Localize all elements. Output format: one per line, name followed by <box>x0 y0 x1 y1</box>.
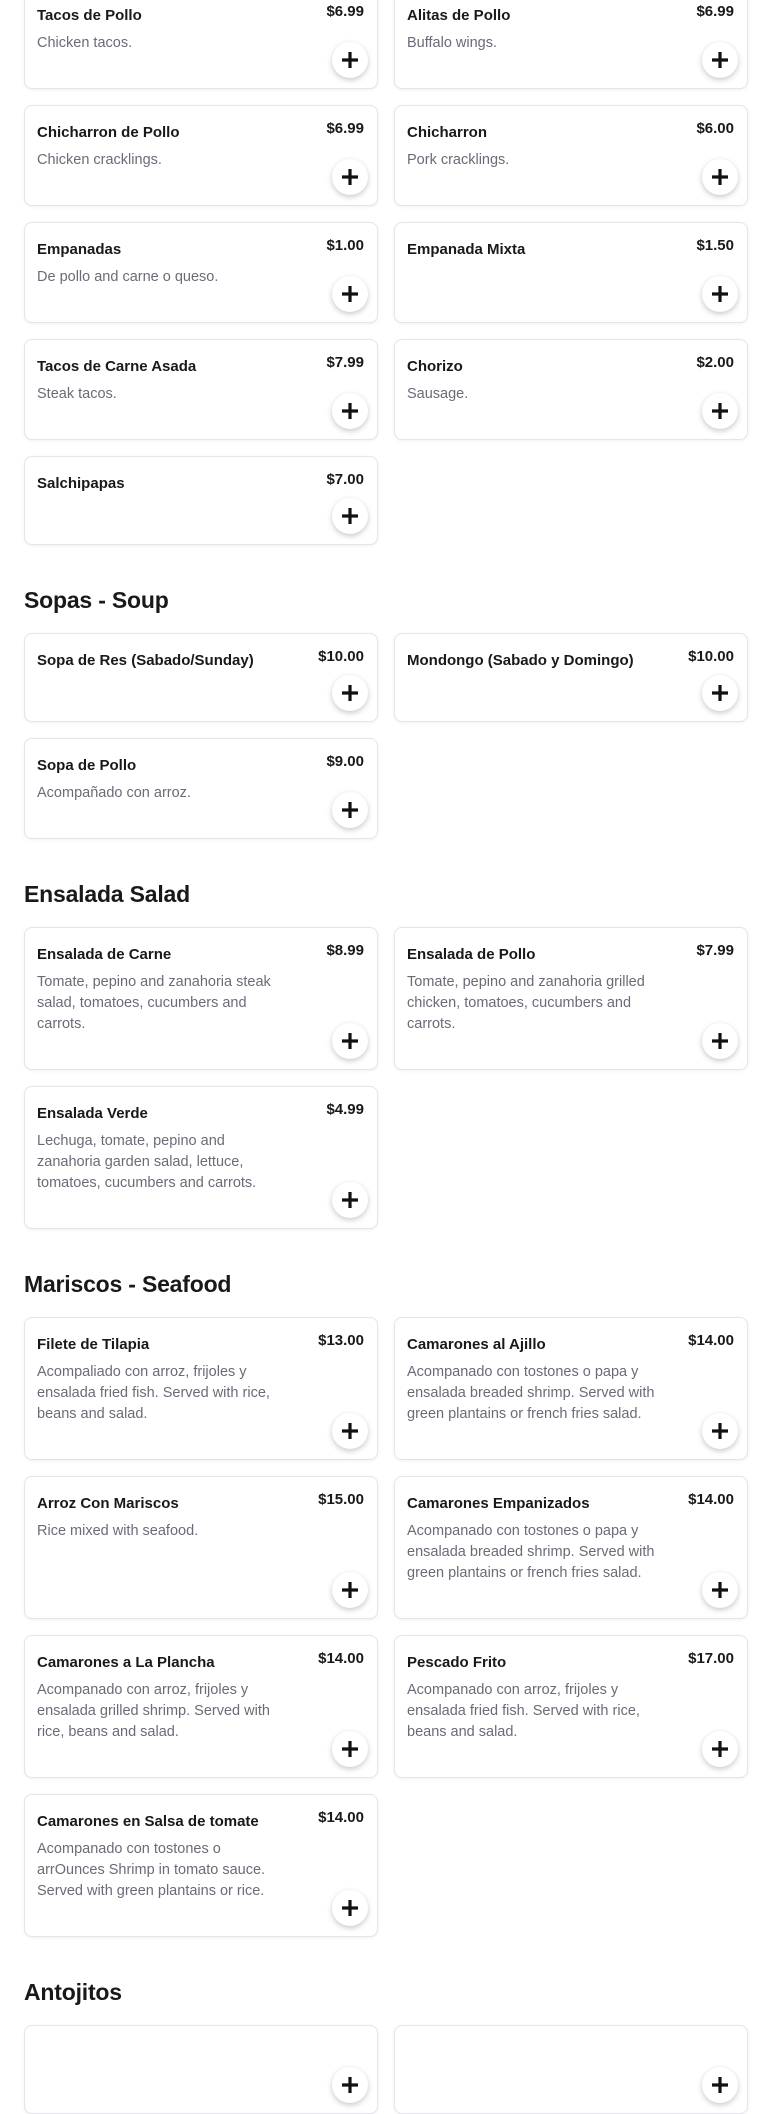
item-description: Steak tacos. <box>37 386 117 402</box>
menu-item-card[interactable] <box>394 1635 748 1778</box>
item-name: Chicharron <box>407 124 488 141</box>
add-item-button[interactable] <box>332 276 368 312</box>
add-item-button[interactable] <box>332 1890 368 1926</box>
plus-icon <box>710 2075 730 2095</box>
menu-item-card[interactable] <box>394 1476 748 1619</box>
add-item-button[interactable] <box>702 2067 738 2103</box>
menu-section <box>0 585 770 839</box>
item-price: $14.00 <box>318 1809 364 1826</box>
item-description: Acompanado con arroz, frijoles y ensalada grilled shrimp. Served with rice, beans and salad. <box>37 1682 270 1740</box>
menu-item-card[interactable] <box>24 0 378 89</box>
add-item-button[interactable] <box>702 159 738 195</box>
item-price: $6.99 <box>326 3 364 20</box>
menu-item-card[interactable] <box>24 1086 378 1229</box>
item-description: Acompanado con tostones o papa y ensalada breaded shrimp. Served with green plantains or french fries salad. <box>407 1364 655 1422</box>
item-name: Mondongo (Sabado y Domingo) <box>407 652 634 669</box>
item-description: Chicken cracklings. <box>37 152 162 168</box>
plus-icon <box>710 284 730 304</box>
menu-section <box>0 1269 770 1937</box>
item-price: $14.00 <box>688 1491 734 1508</box>
plus-icon <box>710 683 730 703</box>
item-grid <box>24 1317 748 1937</box>
add-item-button[interactable] <box>332 2067 368 2103</box>
plus-icon <box>340 1739 360 1759</box>
plus-icon <box>340 1898 360 1918</box>
menu-item-card[interactable] <box>24 927 378 1070</box>
item-price: $10.00 <box>688 648 734 665</box>
menu-item-card[interactable] <box>394 633 748 722</box>
item-description: Pork cracklings. <box>407 152 510 168</box>
add-item-button[interactable] <box>332 1731 368 1767</box>
plus-icon <box>710 1739 730 1759</box>
menu-item-card[interactable] <box>24 1317 378 1460</box>
item-price: $1.50 <box>696 237 734 254</box>
plus-icon <box>340 401 360 421</box>
item-name: Arroz Con Mariscos <box>37 1495 179 1512</box>
add-item-button[interactable] <box>332 675 368 711</box>
add-item-button[interactable] <box>702 42 738 78</box>
item-description: De pollo and carne o queso. <box>37 269 219 285</box>
item-description: Chicken tacos. <box>37 35 133 51</box>
item-price: $9.00 <box>326 753 364 770</box>
menu-item-card[interactable] <box>24 738 378 839</box>
item-price: $6.00 <box>696 120 734 137</box>
item-name: Camarones al Ajillo <box>407 1336 546 1353</box>
menu-item-card[interactable] <box>24 1635 378 1778</box>
item-name: Empanadas <box>37 241 122 258</box>
section-title: Sopas - Soup <box>24 587 169 613</box>
item-name: Chicharron de Pollo <box>37 124 180 141</box>
menu-item-card[interactable] <box>24 1794 378 1937</box>
item-name: Sopa de Pollo <box>37 757 137 774</box>
item-description: Buffalo wings. <box>407 35 498 51</box>
item-price: $13.00 <box>318 1332 364 1349</box>
item-description: Sausage. <box>407 386 469 402</box>
item-grid <box>24 633 748 839</box>
add-item-button[interactable] <box>702 276 738 312</box>
item-price: $2.00 <box>696 354 734 371</box>
menu-item-card[interactable] <box>394 2025 748 2114</box>
menu-item-card[interactable] <box>24 222 378 323</box>
item-name: Ensalada Verde <box>37 1105 148 1122</box>
item-price: $14.00 <box>688 1332 734 1349</box>
item-name: Tacos de Carne Asada <box>37 358 197 375</box>
item-price: $6.99 <box>326 120 364 137</box>
add-item-button[interactable] <box>332 1413 368 1449</box>
menu-item-card[interactable] <box>24 1476 378 1619</box>
add-item-button[interactable] <box>702 393 738 429</box>
plus-icon <box>340 1190 360 1210</box>
section-title: Mariscos - Seafood <box>24 1271 232 1297</box>
add-item-button[interactable] <box>332 1023 368 1059</box>
item-description: Acompanado con tostones o papa y ensalada breaded shrimp. Served with green plantains or french fries salad. <box>407 1523 655 1581</box>
item-name: Salchipapas <box>37 475 125 492</box>
item-name: Sopa de Res (Sabado/Sunday) <box>37 652 254 669</box>
menu-item-card[interactable] <box>24 633 378 722</box>
item-price: $8.99 <box>326 942 364 959</box>
plus-icon <box>710 167 730 187</box>
section-title: Antojitos <box>24 1979 122 2005</box>
menu-section <box>0 879 770 1229</box>
item-price: $1.00 <box>326 237 364 254</box>
add-item-button[interactable] <box>332 792 368 828</box>
item-name: Camarones en Salsa de tomate <box>37 1813 259 1830</box>
item-name: Filete de Tilapia <box>37 1336 150 1353</box>
add-item-button[interactable] <box>332 1572 368 1608</box>
item-price: $4.99 <box>326 1101 364 1118</box>
add-item-button[interactable] <box>702 1731 738 1767</box>
item-description: Acompaliado con arroz, frijoles y ensalada fried fish. Served with rice, beans and salad. <box>37 1364 270 1422</box>
menu-item-card[interactable] <box>394 222 748 323</box>
plus-icon <box>340 683 360 703</box>
item-name: Ensalada de Carne <box>37 946 172 963</box>
item-description: Rice mixed with seafood. <box>37 1523 199 1539</box>
menu-item-card[interactable] <box>394 1317 748 1460</box>
item-name: Empanada Mixta <box>407 241 526 258</box>
item-price: $14.00 <box>318 1650 364 1667</box>
add-item-button[interactable] <box>332 159 368 195</box>
add-item-button[interactable] <box>332 393 368 429</box>
menu-item-card[interactable] <box>24 456 378 545</box>
item-name: Camarones a La Plancha <box>37 1654 215 1671</box>
menu-item-card[interactable] <box>24 105 378 206</box>
item-name: Pescado Frito <box>407 1654 507 1671</box>
plus-icon <box>340 2075 360 2095</box>
plus-icon <box>340 50 360 70</box>
item-price: $10.00 <box>318 648 364 665</box>
item-name: Chorizo <box>407 358 463 375</box>
menu-item-card[interactable] <box>24 339 378 440</box>
item-name: Ensalada de Pollo <box>407 946 536 963</box>
plus-icon <box>710 1031 730 1051</box>
item-name: Tacos de Pollo <box>37 7 142 24</box>
plus-icon <box>340 1421 360 1441</box>
item-name: Camarones Empanizados <box>407 1495 590 1512</box>
menu-item-card[interactable] <box>394 0 748 89</box>
item-name: Alitas de Pollo <box>407 7 511 24</box>
item-price: $17.00 <box>688 1650 734 1667</box>
menu-section <box>0 1977 770 2114</box>
plus-icon <box>710 50 730 70</box>
menu-item-card[interactable] <box>394 105 748 206</box>
menu-item-card[interactable] <box>24 2025 378 2114</box>
item-description: Acompañado con arroz. <box>37 785 191 801</box>
plus-icon <box>340 800 360 820</box>
item-description: Tomate, pepino and zanahoria steak salad, tomatoes, cucumbers and carrots. <box>37 974 271 1032</box>
add-item-button[interactable] <box>332 42 368 78</box>
menu-item-card[interactable] <box>394 339 748 440</box>
plus-icon <box>340 1031 360 1051</box>
plus-icon <box>710 1580 730 1600</box>
plus-icon <box>340 284 360 304</box>
section-title: Ensalada Salad <box>24 881 190 907</box>
add-item-button[interactable] <box>332 498 368 534</box>
item-price: $6.99 <box>696 3 734 20</box>
item-description: Tomate, pepino and zanahoria grilled chicken, tomatoes, cucumbers and carrots. <box>407 974 645 1032</box>
item-description: Acompanado con arroz, frijoles y ensalada fried fish. Served with rice, beans and salad. <box>407 1682 640 1740</box>
menu-item-card[interactable] <box>394 927 748 1070</box>
plus-icon <box>710 1421 730 1441</box>
plus-icon <box>710 401 730 421</box>
add-item-button[interactable] <box>702 675 738 711</box>
item-price: $7.99 <box>696 942 734 959</box>
menu-section <box>0 0 770 545</box>
item-description: Lechuga, tomate, pepino and zanahoria garden salad, lettuce, tomatoes, cucumbers and carrots. <box>37 1133 257 1191</box>
item-description: Acompanado con tostones o arrOunces Shrimp in tomato sauce. Served with green plantains or rice. <box>37 1841 266 1899</box>
item-price: $7.00 <box>326 471 364 488</box>
plus-icon <box>340 1580 360 1600</box>
item-price: $7.99 <box>326 354 364 371</box>
plus-icon <box>340 167 360 187</box>
item-price: $15.00 <box>318 1491 364 1508</box>
item-grid <box>24 2025 748 2114</box>
add-item-button[interactable] <box>702 1413 738 1449</box>
add-item-button[interactable] <box>702 1023 738 1059</box>
item-grid <box>24 927 748 1229</box>
item-grid <box>24 0 748 545</box>
plus-icon <box>340 506 360 526</box>
add-item-button[interactable] <box>702 1572 738 1608</box>
add-item-button[interactable] <box>332 1182 368 1218</box>
